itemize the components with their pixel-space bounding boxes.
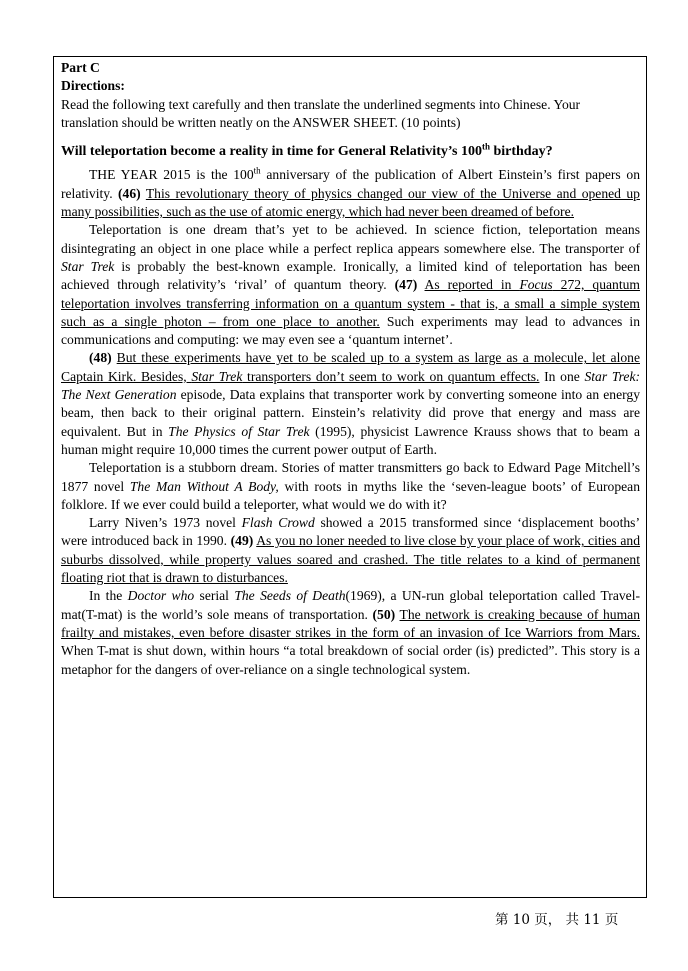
exam-page-frame: [53, 56, 647, 898]
exam-content: [61, 59, 640, 679]
paragraph-2: Teleportation is one dream that’s yet to be achieved. In science fiction, teleportation means disintegrating an object in one place while a perfect replica appears somewhere else. The transporter of Star Trek is probably the best-known example. Ironically, a limited kind of teleportation has been achieved through relativity’s ‘rival’ of quantum theory. (47) As reported in Focus 272, quantum teleportation involves transferring information on a quantum system - that is, a small a simple system such as a single photon – from one place to another. Such experiments may lead to advances in communications and computing: we may even see a ‘quantum internet’.: [61, 222, 640, 348]
question-number-47: (47): [394, 277, 418, 293]
page-number: 第 10 页， 共 11 页: [495, 912, 619, 928]
paragraph-4: Teleportation is a stubborn dream. Stories of matter transmitters go back to Edward Page Mitchell’s 1877 novel The Man Without A Body, with roots in myths like the ‘seven-league boots’ of European folklore. If we ever could build a teleporter, what would we do with it?: [61, 460, 641, 512]
passage-title: Will teleportation become a reality in time for General Relativity’s 100th birthday?: [61, 141, 553, 160]
directions-text: Read the following text carefully and then translate the underlined segments into Chinese. Your translation should be written neatly on the ANSWER SHEET. (10 points): [61, 96, 581, 130]
paragraph-3: (48) But these experiments have yet to be scaled up to a system as large as a molecule, let alone Captain Kirk. Besides, Star Trek transporters don’t seem to work on quantum effects. In one Star Trek: The Next Generation episode, Data explains that transporter work by converting someone into an energy beam, then back to their original pattern. Einstein’s relativity did prove that energy and mass are equivalent. But in The Physics of Star Trek (1995), physicist Lawrence Krauss shows that to beam a human might require 10,000 times the current power output of Earth.: [61, 350, 641, 457]
question-number-46: (46): [118, 185, 141, 201]
underlined-segment-50: The network is creaking because of human frailty and mistakes, even before disaster strikes in the form of an invasion of Ice Warriors from Mars.: [61, 606, 640, 640]
question-number-49: (49): [230, 533, 254, 549]
part-label: Part C: [61, 60, 100, 75]
directions-label: Directions:: [61, 78, 125, 94]
question-number-48: (48): [89, 350, 112, 366]
paragraph-1: THE YEAR 2015 is the 100th anniversary of the publication of Albert Einstein’s first papers on relativity. (46) This revolutionary theory of physics changed our view of the Universe and opened up many possibilities, such as the use of atomic energy, which had never been dreamed of before.: [61, 165, 641, 220]
underlined-segment-47: As reported in Focus 272, quantum teleportation involves transferring information on a quantum system - that is, a small a simple system such as a single photon – from one place to another.: [61, 277, 640, 329]
paragraph-5: Larry Niven’s 1973 novel Flash Crowd showed a 2015 transformed since ‘displacement booths’ were introduced back in 1990. (49) As you no loner needed to live close by your place of work, cities and suburbs dissolved, while property values soared and crashed. The title relates to a kind of permanent floating riot that is drawn to disturbances.: [61, 515, 641, 586]
paragraph-6: In the Doctor who serial The Seeds of Death(1969), a UN-run global teleportation called Travel-mat(T-mat) is the world’s sole means of transportation. (50) The network is creaking because of human frailty and mistakes, even before disaster strikes in the form of an invasion of Ice Warriors from Mars. When T-mat is shut down, within hours “a total breakdown of social order (is) predicted”. This story is a metaphor for the dangers of over-reliance on a single technological system.: [61, 588, 640, 677]
underlined-segment-49: As you no loner needed to live close by your place of work, cities and suburbs dissolved, while property values soared and crashed. The title relates to a kind of permanent floating riot that is drawn to disturbances.: [61, 533, 641, 586]
underlined-segment-48: But these experiments have yet to be scaled up to a system as large as a molecule, let alone Captain Kirk. Besides, Star Trek transporters don’t seem to work on quantum effects.: [61, 350, 640, 384]
question-number-50: (50): [372, 606, 396, 622]
page-footer: [495, 908, 655, 928]
underlined-segment-46: This revolutionary theory of physics changed our view of the Universe and opened up many possibilities, such as the use of atomic energy, which had never been dreamed of before.: [61, 185, 640, 220]
